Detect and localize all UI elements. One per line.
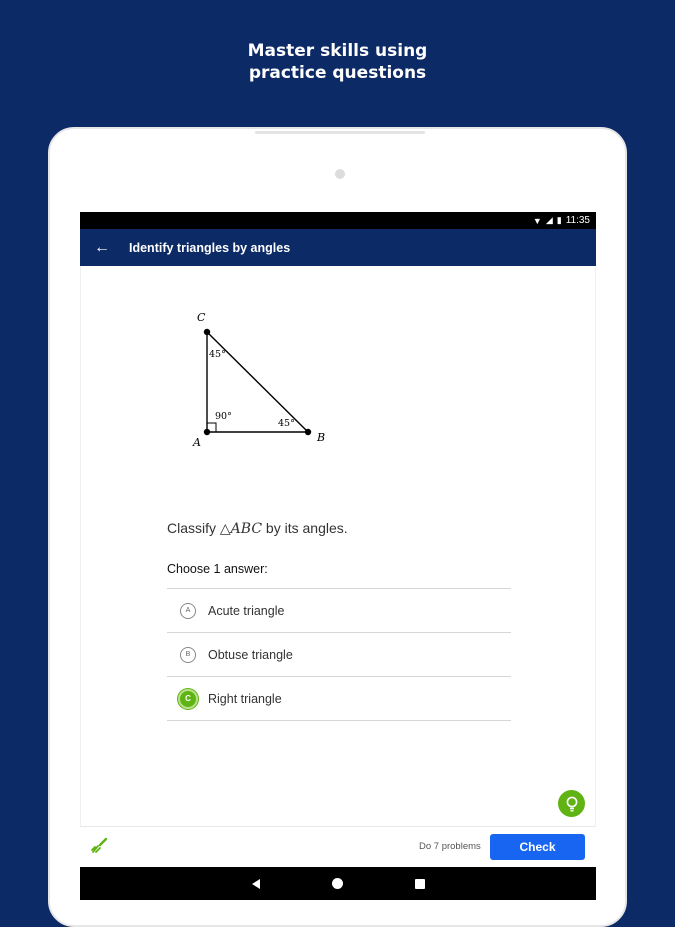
question-text: [167, 520, 348, 537]
wifi-icon: ▼: [532, 215, 542, 226]
answer-option-c[interactable]: [167, 677, 511, 721]
answer-text: Obtuse triangle: [208, 647, 293, 662]
answer-letter-badge: B: [180, 647, 196, 663]
promo-headline-line2: practice questions: [248, 63, 427, 83]
angle-c-label: 45°: [209, 349, 226, 360]
triangle-diagram: [161, 291, 341, 449]
nav-home-icon[interactable]: [332, 878, 343, 889]
lightbulb-icon: [565, 796, 579, 812]
app-bar: [80, 229, 596, 266]
vertex-b-point: [305, 429, 311, 435]
promo-headline: [0, 40, 675, 84]
nav-back-icon[interactable]: [252, 879, 260, 889]
answer-text: Right triangle: [208, 691, 282, 706]
check-button[interactable]: Check: [490, 834, 585, 860]
camera-icon: [335, 169, 345, 179]
answer-letter-badge-selected: C: [178, 689, 198, 709]
angle-b-label: 45°: [278, 418, 295, 429]
app-screen: [80, 212, 596, 900]
arrow-left-icon: ←: [94, 238, 110, 256]
vertex-c-point: [204, 329, 210, 335]
angle-a-label: 90°: [215, 411, 232, 422]
vertex-a-label: A: [193, 436, 201, 449]
answer-option-a[interactable]: [167, 589, 511, 633]
signal-icon: ◢: [545, 215, 553, 225]
question-math: △ABC: [219, 521, 263, 537]
status-bar: [80, 212, 596, 229]
tablet-notch: [255, 131, 425, 134]
nav-recent-apps-icon[interactable]: [415, 879, 425, 889]
status-time: 11:35: [565, 215, 590, 226]
hint-button[interactable]: [558, 790, 585, 817]
promo-headline-line1: Master skills using: [247, 41, 428, 61]
answer-text: Acute triangle: [208, 603, 285, 618]
battery-icon: ▮: [556, 215, 562, 225]
pencil-scribble-icon: [90, 837, 108, 853]
exercise-footer: [80, 826, 596, 867]
back-button[interactable]: [82, 229, 122, 266]
vertex-c-label: C: [197, 311, 206, 324]
progress-text: Do 7 problems: [419, 841, 481, 852]
choose-label: Choose 1 answer:: [167, 562, 268, 576]
question-suffix: by its angles.: [262, 520, 348, 536]
vertex-a-point: [204, 429, 210, 435]
answer-option-b[interactable]: [167, 633, 511, 677]
question-prefix: Classify: [167, 520, 220, 536]
scratchpad-button[interactable]: [90, 837, 108, 858]
vertex-b-label: B: [317, 431, 326, 444]
answer-list: [167, 588, 511, 721]
answer-letter-badge: A: [180, 603, 196, 619]
exercise-content: [80, 266, 596, 826]
android-nav-bar: [80, 867, 596, 900]
page-title: Identify triangles by angles: [129, 240, 291, 255]
